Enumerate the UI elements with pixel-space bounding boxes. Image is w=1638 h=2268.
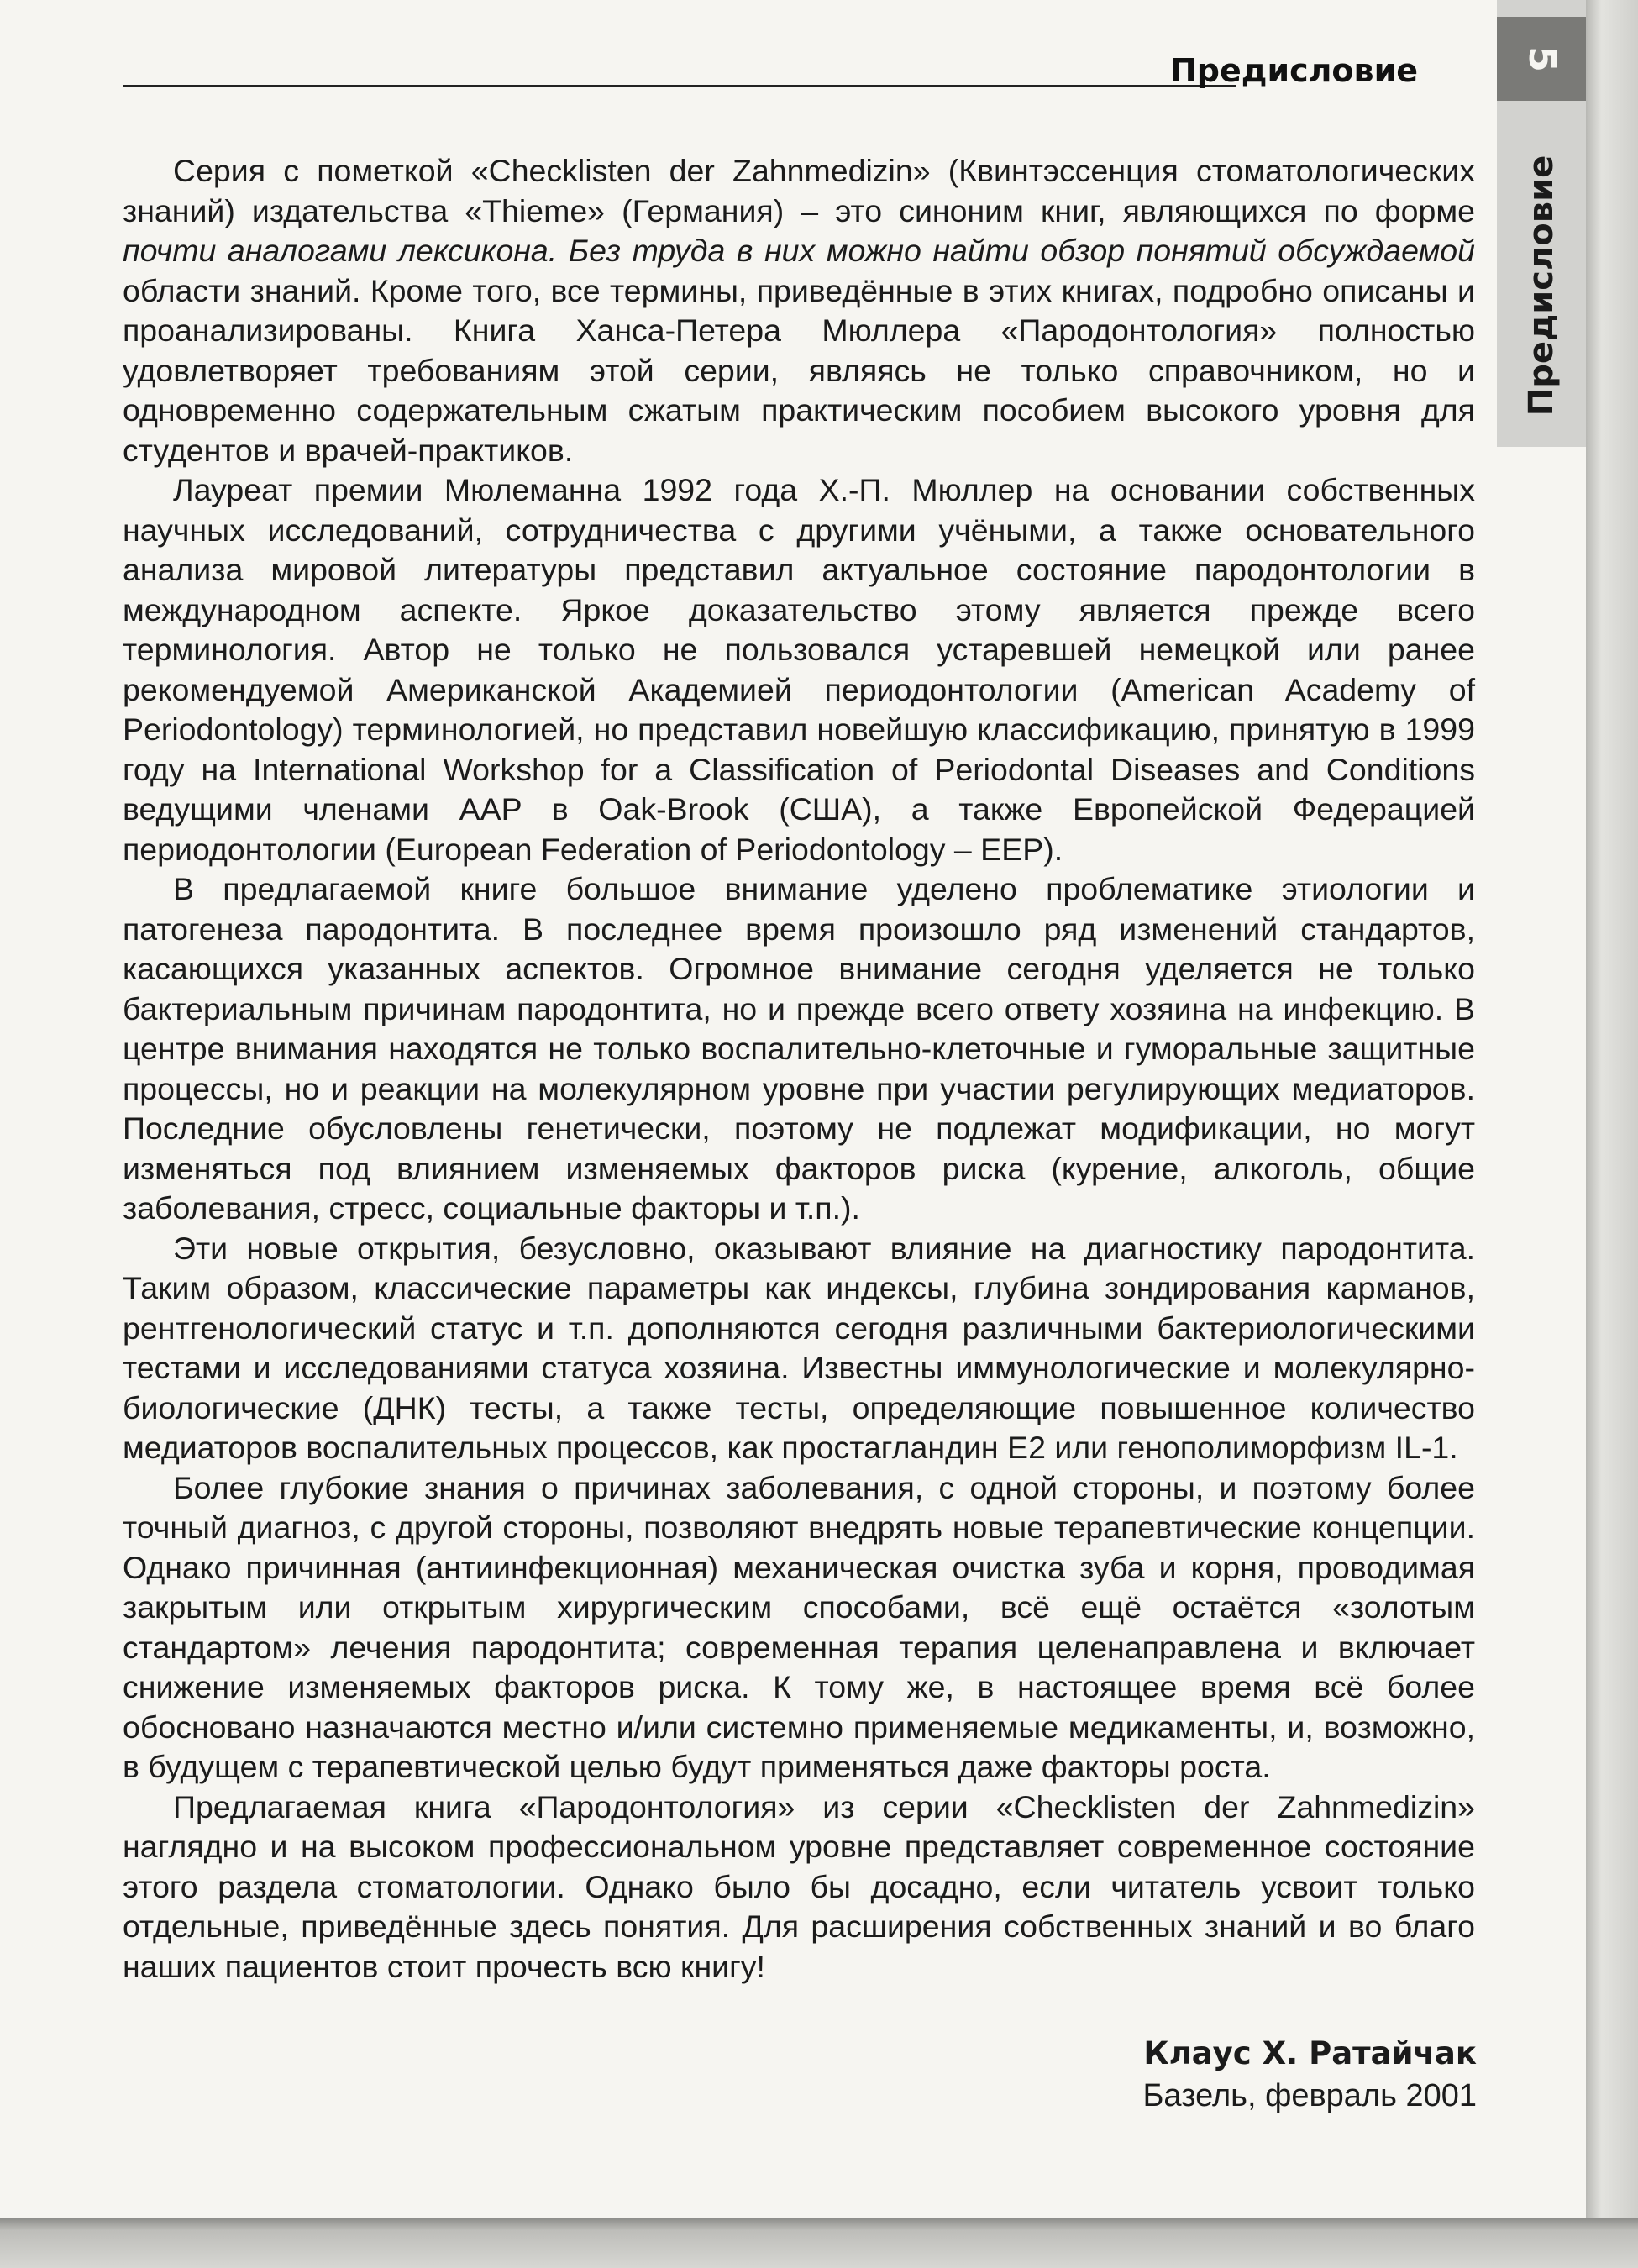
paragraph-5: Более глубокие знания о причинах заболевания, с одной стороны, и поэтому более точный диагноз, с другой стороны, позволяют внедрять новые терапевтические концепции. Однако причинная (антиинфекционная) механическая очистка зуба и корня, проводимая закрытым или открытым хирургическим способами, всё ещё остаётся «золотым стандартом» лечения пародонтита; современная терапия целенаправлена и включает снижение изменяемых факторов риска. К тому же, в настоящее время всё более обосновано назначаются местно и/или системно применяемые медикаменты, и, возможно, в будущем с терапевтической целью будут применяться даже факторы роста. — [123, 1469, 1475, 1784]
page-number: 5 — [1520, 45, 1563, 72]
signature-place-date: Базель, февраль 2001 — [1142, 2078, 1477, 2113]
running-header-title: Предисловие — [1169, 52, 1418, 89]
paragraph-1 — [123, 151, 1475, 470]
paragraph-1-text-b: области знаний. Кроме того, все термины, приведённые в этих книгах, подробно описаны и проанализированы. Книга Ханса-Петера Мюллера «Пародонтология» полностью удовлетворяет требованиям этой серии, являясь не только справочником, но и одновременно содержательным сжатым практическим пособием высокого уровня для студентов и врачей-практиков. — [123, 272, 1475, 468]
page-edge-shadow-bottom — [0, 2218, 1638, 2268]
paragraph-1-text-a: Серия с пометкой «Checklisten der Zahnmedizin» (Квинтэссенция стоматологических знаний) издательства «Thieme» (Германия) – это синоним книг, являющихся по форме — [123, 153, 1475, 228]
paragraph-3: В предлагаемой книге большое внимание уделено проблематике этиологии и патогенеза пародонтита. В последнее время произошло ряд изменений стандартов, касающихся указанных аспектов. Огромное внимание сегодня уделяется не только бактериальным причинам пародонтита, но и прежде всего ответу хозяина на инфекцию. В центре внимания находятся не только воспалительно-клеточные и гуморальные защитные процессы, но и реакции на молекулярном уровне при участии регулирующих медиаторов. Последние обусловлены генетически, поэтому не подлежат модификации, но могут изменяться под влиянием изменяемых факторов риска (курение, алкоголь, общие заболевания, стресс, социальные факторы и т.п.). — [123, 871, 1475, 1226]
paragraph-4: Эти новые открытия, безусловно, оказывают влияние на диагностику пародонтита. Таким образом, классические параметры как индексы, глубина зондирования карманов, рентгенологический статус и т.п. дополняются сегодня различными бактериологическими тестами и исследованиями статуса хозяина. Известны иммунологические и молекулярно-биологические (ДНК) тесты, а также тесты, определяющие повышенное количество медиаторов воспалительных процессов, как простагландин E2 или генополиморфизм IL-1. — [123, 1230, 1475, 1465]
paragraph-2: Лауреат премии Мюлеманна 1992 года Х.-П. Мюллер на основании собственных научных исследований, сотрудничества с другими учёными, а также основательного анализа мировой литературы представил актуальное состояние пародонтологии в международном аспекте. Яркое доказательство этому является прежде всего терминология. Автор не только не пользовался устаревшей немецкой или ранее рекомендуемой Американской Академией периодонтологии (American Academy of Periodontology) терминологией, но представил новейшую классификацию, принятую в 1999 году на International Workshop for a Classification of Periodontal Diseases and Conditions ведущими членами AAP в Oak-Brook (США), а также Европейской Федерацией периодонтологии (European Federation of Periodontology – EEP). — [123, 472, 1475, 867]
paragraph-6: Предлагаемая книга «Пародонтология» из серии «Checklisten der Zahnmedizin» наглядно и на высоком профессиональном уровне представляет современное состояние этого раздела стоматологии. Однако было бы досадно, если читатель усвоит только отдельные, приведённые здесь понятия. Для расширения собственных знаний и во благо наших пациентов стоит прочесть всю книгу! — [123, 1788, 1475, 1984]
side-tab-label: Предисловие — [1522, 155, 1561, 417]
page-number-box — [1497, 17, 1586, 101]
header-rule — [123, 85, 1236, 87]
preface-body — [123, 151, 1475, 1987]
page-edge-shadow-right — [1586, 0, 1638, 2268]
paragraph-1-italic: почти аналогами лексикона. Без труда в них можно найти обзор понятий обсуждаемой — [123, 233, 1475, 268]
signature-block — [1142, 2033, 1477, 2117]
signature-author: Клаус Х. Ратайчак — [1143, 2035, 1477, 2071]
